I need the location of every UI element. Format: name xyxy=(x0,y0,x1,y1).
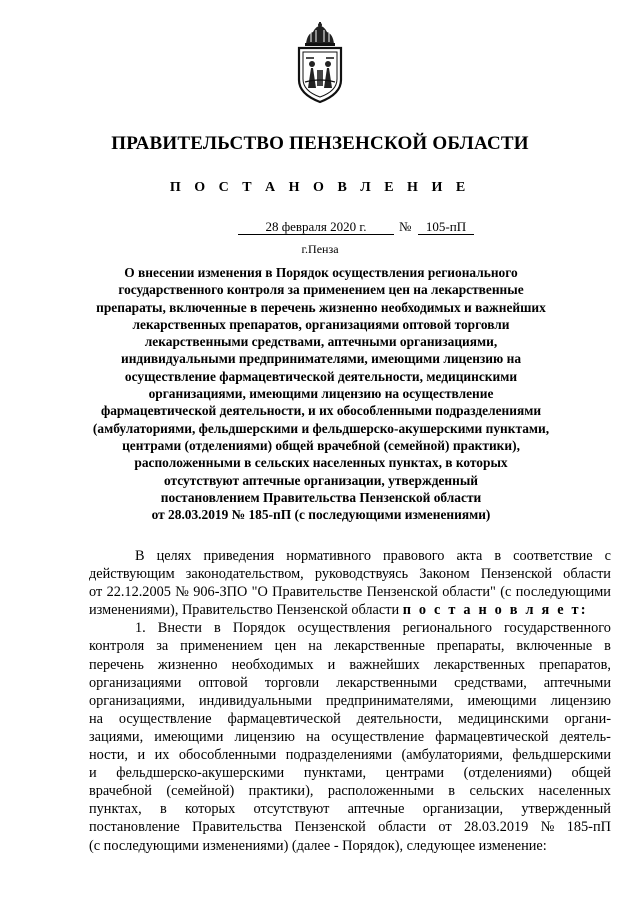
word: В xyxy=(135,548,145,564)
word: области" xyxy=(442,584,496,601)
word: фармацевтической xyxy=(435,728,549,745)
word: правового xyxy=(383,548,445,564)
body-line xyxy=(89,692,611,710)
word: регионального xyxy=(402,620,492,637)
body-line xyxy=(89,800,611,818)
word: деятель- xyxy=(559,728,611,745)
word: государственного xyxy=(504,620,611,637)
word: органи- xyxy=(564,710,611,727)
word: постановление xyxy=(89,819,180,836)
word: аптечные xyxy=(347,801,405,818)
word: Порядок xyxy=(232,620,286,637)
word: включенные xyxy=(516,638,593,655)
word: которых xyxy=(184,801,236,818)
word: и xyxy=(327,656,336,673)
word: отсутствуют xyxy=(253,801,330,818)
word: населенных xyxy=(538,783,611,800)
word: расположенными xyxy=(327,783,434,800)
document-body xyxy=(89,547,611,855)
word: оптовой xyxy=(198,674,248,691)
word: Внести xyxy=(157,620,202,637)
word: Пензенской xyxy=(366,584,438,601)
word: приведения xyxy=(203,548,275,564)
word: утвержденный xyxy=(521,801,611,818)
word: (семейной) xyxy=(166,783,235,800)
number-label: № xyxy=(399,219,412,234)
word: имеющими xyxy=(467,692,537,709)
word: лекарственных xyxy=(433,656,526,673)
word: нормативного xyxy=(286,548,371,564)
word: деятельности, xyxy=(356,710,443,727)
word: подразделениями xyxy=(285,747,392,764)
word: аптечными xyxy=(543,674,611,691)
word: 28.03.2019 xyxy=(463,819,529,836)
body-line xyxy=(89,547,611,565)
word: лекарственные xyxy=(334,638,425,655)
body-line xyxy=(89,583,611,601)
word: медицинскими xyxy=(457,710,549,727)
body-line xyxy=(89,637,611,655)
word: Пензенской xyxy=(294,819,366,836)
word: области xyxy=(563,566,611,583)
subject-line: расположенными в сельских населенных пунктах, в которых xyxy=(134,455,508,471)
word: их xyxy=(154,747,170,764)
word: контроля xyxy=(89,638,145,655)
body-line xyxy=(89,764,611,782)
word: фармацевтической xyxy=(227,710,341,727)
word: 185-пП xyxy=(566,819,611,836)
body-line xyxy=(89,782,611,800)
word: от xyxy=(438,819,452,836)
word: (отделениями) xyxy=(463,765,552,782)
subject-line: отсутствуют аптечные организации, утвержденный xyxy=(163,472,479,488)
body-line-text: изменениями), Правительство Пензенской области xyxy=(89,602,400,619)
word: осуществление xyxy=(331,728,425,745)
word: на xyxy=(306,728,321,745)
body-line xyxy=(89,619,611,637)
word: торговли xyxy=(264,674,320,691)
body-line xyxy=(89,674,611,692)
word: области xyxy=(378,819,427,836)
word: имеющими xyxy=(154,728,224,745)
word: практики), xyxy=(248,783,314,800)
word: пунктами, xyxy=(303,765,367,782)
word: пунктах, xyxy=(89,801,142,818)
word: осуществления xyxy=(297,620,391,637)
word: средствами, xyxy=(454,674,527,691)
word: перечень xyxy=(89,656,144,673)
word: (с xyxy=(500,584,512,601)
body-line xyxy=(89,601,611,619)
body-line xyxy=(89,656,611,674)
word: лицензию xyxy=(550,692,611,709)
city: г.Пенза xyxy=(301,242,339,256)
word: необходимых xyxy=(231,656,314,673)
word: лицензию xyxy=(234,728,295,745)
subject-line: центрами (отделениями) общей врачебной (семейной) практики), xyxy=(122,437,520,453)
subject-line: постановлением Правительства Пензенской области xyxy=(160,489,482,505)
word: применением xyxy=(180,638,263,655)
word: предпринимателями, xyxy=(325,692,454,709)
word: сельских xyxy=(469,783,525,800)
word: организации, xyxy=(422,801,504,818)
word: от xyxy=(89,584,103,601)
subject-line: индивидуальными предпринимателями, имеющими лицензию на xyxy=(120,351,522,367)
body-line xyxy=(89,746,611,764)
word: последующими xyxy=(515,584,611,601)
word: цен xyxy=(274,638,297,655)
word: препаратов, xyxy=(539,656,611,673)
word: фельдшерско-акушерскими xyxy=(116,765,285,782)
coat-of-arms-icon xyxy=(289,22,351,106)
word: организациями, xyxy=(89,692,185,709)
subject-line: осуществление фармацевтической деятельности, медицинскими xyxy=(124,368,518,384)
body-line xyxy=(89,565,611,583)
document-date: 28 февраля 2020 г. xyxy=(265,219,367,234)
word: врачебной xyxy=(89,783,152,800)
word: № xyxy=(540,819,555,836)
word: Пензенской xyxy=(480,566,553,583)
word: акта xyxy=(456,548,483,564)
decree-word: п о с т а н о в л я е т: xyxy=(402,602,588,619)
word: организациями xyxy=(89,674,182,691)
word: Законом xyxy=(419,566,470,583)
word: в xyxy=(494,548,502,564)
word: 906-ЗПО xyxy=(193,584,248,601)
body-line xyxy=(89,728,611,746)
word: жизненно xyxy=(157,656,218,673)
date-number-line xyxy=(232,219,482,235)
word: на xyxy=(89,710,103,727)
word: в xyxy=(214,620,221,637)
word: соответствие xyxy=(513,548,593,564)
subject-line: лекарственными средствами, аптечными организациями, xyxy=(144,334,498,350)
subject-line: (амбулаториями, фельдшерскими и фельдшерско-акушерскими пунктами, xyxy=(92,420,550,436)
word: фельдшерскими xyxy=(512,747,611,764)
subject-line: препараты, включенные в перечень жизненно необходимых и важнейших xyxy=(96,299,546,315)
word: действующим xyxy=(89,566,175,583)
date-underline xyxy=(238,234,394,235)
number-underline xyxy=(418,234,474,235)
word: (амбулаториями, xyxy=(401,747,503,764)
word: важнейших xyxy=(349,656,420,673)
word: зациями, xyxy=(89,728,144,745)
body-line: (с последующими изменениями) (далее - Порядок), следующее изменение: xyxy=(89,837,547,854)
word: законодательством, xyxy=(185,566,304,583)
document-type: П О С Т А Н О В Л Е Н И Е xyxy=(169,180,471,195)
word: и xyxy=(137,747,146,764)
word: центрами xyxy=(385,765,444,782)
document-number: 105-пП xyxy=(425,219,467,234)
word: в xyxy=(448,783,456,800)
body-line xyxy=(89,710,611,728)
word: ности, xyxy=(89,747,128,764)
word: и xyxy=(89,765,97,782)
word: в xyxy=(604,638,611,655)
subject-line: организациями, имеющими лицензию на осуществление xyxy=(148,386,494,402)
word: обособленными xyxy=(178,747,277,764)
word: осуществление xyxy=(118,710,212,727)
word: 22.12.2005 xyxy=(106,584,171,601)
body-line xyxy=(89,818,611,836)
word: руководствуясь xyxy=(314,566,409,583)
word: Правительстве xyxy=(272,584,363,601)
subject-line: О внесении изменения в Порядок осуществления регионального xyxy=(124,265,518,280)
word: № xyxy=(175,584,189,601)
word: за xyxy=(156,638,169,655)
word: с xyxy=(604,548,611,564)
subject-line: фармацевтической деятельности, и их обособленными подразделениями xyxy=(100,403,542,419)
word: "О xyxy=(251,584,268,601)
subject-line: от 28.03.2019 № 185-пП (с последующими изменениями) xyxy=(151,507,491,523)
word: общей xyxy=(571,765,611,782)
word: в xyxy=(159,801,167,818)
word: Правительства xyxy=(192,819,283,836)
word: 1. xyxy=(135,620,146,637)
organization-title: ПРАВИТЕЛЬСТВО ПЕНЗЕНСКОЙ ОБЛАСТИ xyxy=(111,133,529,154)
word: на xyxy=(308,638,323,655)
word: индивидуальными xyxy=(198,692,312,709)
word: целях xyxy=(156,548,192,564)
subject-line: государственного контроля за применением цен на лекарственные xyxy=(118,282,524,298)
word: препараты, xyxy=(436,638,505,655)
document-subject xyxy=(80,264,562,523)
word: лекарственными xyxy=(336,674,438,691)
subject-line: лекарственных препаратов, организациями оптовой торговли xyxy=(132,316,510,332)
